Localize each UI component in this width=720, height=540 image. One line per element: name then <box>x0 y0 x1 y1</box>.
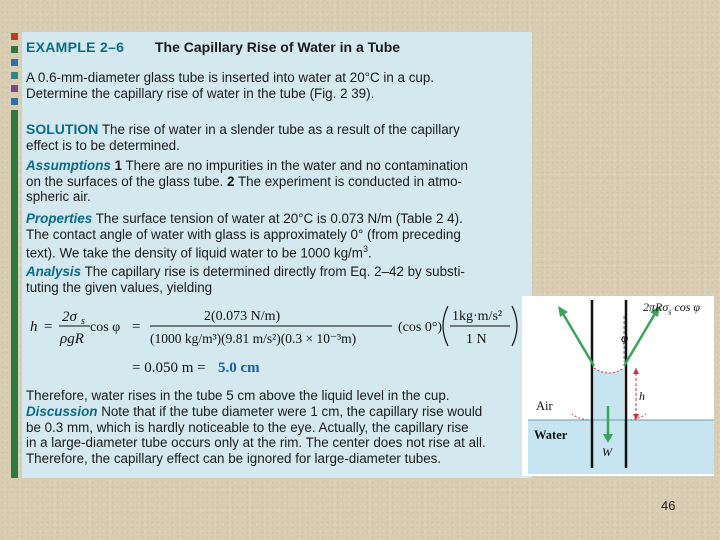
properties-label: Properties <box>26 211 93 226</box>
discussion-line: be 0.3 mm, which is hardly noticeable to the eye. Actually, the capillary rise <box>26 419 469 435</box>
phi-label: φ <box>621 330 629 345</box>
eq-equals-1: = <box>44 319 53 335</box>
bullet-square-blue <box>11 59 18 66</box>
height-label: h <box>639 389 645 403</box>
bullet-square-teal <box>11 72 18 79</box>
assumptions-line: Assumptions 1 There are no impurities in the water and no contamination <box>26 158 468 173</box>
example-title: The Capillary Rise of Water in a Tube <box>155 39 401 55</box>
solution-line: effect is to be determined. <box>26 137 180 153</box>
tension-arrow-left <box>562 312 594 366</box>
properties-line: The contact angle of water with glass is approximately 0° (from preceding <box>26 226 461 242</box>
discussion-line: Discussion Note that if the tube diameter were 1 cm, the capillary rise would <box>26 404 483 419</box>
eq-result: 5.0 cm <box>218 360 260 376</box>
bullet-square-red <box>11 33 18 40</box>
problem-text <box>26 70 518 101</box>
solution-text <box>26 122 518 153</box>
eq-cos: cos φ <box>90 320 121 335</box>
eq-equals-2: = <box>132 319 141 335</box>
eq-result-prefix: = 0.050 m = <box>132 360 206 376</box>
analysis-line: Analysis The capillary rise is determined directly from Eq. 2–42 by substi- <box>26 264 465 279</box>
eq-frac1-den: ρgR <box>60 331 84 347</box>
height-arrow-top <box>633 368 639 374</box>
analysis-line: tuting the given values, yielding <box>26 279 213 295</box>
page-number: 46 <box>661 498 676 513</box>
eq-paren-left <box>443 306 448 346</box>
discussion-label: Discussion <box>26 404 98 419</box>
problem-line: A 0.6-mm-diameter glass tube is inserted into water at 20°C in a cup. <box>26 70 435 85</box>
example-label: EXAMPLE 2–6 <box>26 39 125 55</box>
solution-label: SOLUTION <box>26 121 99 137</box>
discussion-line: in a large-diameter tube occurs only at the rim. The center does not rise at all. <box>26 435 486 450</box>
problem-line: Determine the capillary rise of water in the tube (Fig. 2 39). <box>26 85 375 101</box>
properties-line: Properties The surface tension of water at 20°C is 0.073 N/m (Table 2 4). <box>26 211 463 226</box>
water-label: Water <box>534 428 568 442</box>
air-label: Air <box>536 399 553 413</box>
capillary-diagram <box>522 296 714 476</box>
properties-line: text). We take the density of liquid water to be 1000 $kg/m^3$. <box>26 244 372 261</box>
analysis-text <box>26 264 518 295</box>
properties-text <box>26 211 518 261</box>
conclusion-line: Therefore, water rises in the tube 5 cm above the liquid level in the cup. <box>26 388 450 403</box>
tension-arrow-right <box>624 312 656 366</box>
discussion-line: Therefore, the capillary effect can be ignored for large-diameter tubes. <box>26 450 442 466</box>
assumptions-line: on the surfaces of the glass tube. 2 The experiment is conducted in atmo- <box>26 173 462 189</box>
discussion-text <box>26 404 516 466</box>
assumptions-line: spheric air. <box>26 189 91 204</box>
capillary-figure <box>522 296 714 476</box>
solution-line: SOLUTION The rise of water in a slender tube as a result of the capillary <box>26 121 460 137</box>
bullet-square-green <box>11 46 18 53</box>
conclusion-text <box>26 388 516 404</box>
outer-meniscus-left <box>572 414 592 420</box>
eq-cos0: (cos 0°) <box>398 320 443 335</box>
eq-frac2-num: 2(0.073 N/m) <box>204 309 281 324</box>
assumptions-label: Assumptions <box>26 158 111 173</box>
weight-label: W <box>602 445 612 459</box>
eq-frac2-den: (1000 kg/m³)(9.81 m/s²)(0.3 × 10⁻³m) <box>150 331 357 346</box>
assumptions-text <box>26 158 518 205</box>
bullet-square-purple <box>11 85 18 92</box>
eq-frac1-num-sub: s <box>81 316 85 327</box>
eq-frac3-num: 1kg·m/s² <box>452 309 503 324</box>
eq-paren-right <box>512 306 517 346</box>
left-stripe <box>11 110 18 478</box>
analysis-label: Analysis <box>26 264 82 279</box>
eq-h: h <box>30 319 38 335</box>
force-label: 2πRσ$_s$ cos φ <box>643 300 701 317</box>
eq-frac3-den: 1 N <box>466 332 487 347</box>
eq-frac1-num: 2σ <box>62 309 77 325</box>
bullet-square-blue-2 <box>11 98 18 105</box>
height-arrow-bottom <box>633 414 639 420</box>
capillary-equation <box>28 300 523 380</box>
